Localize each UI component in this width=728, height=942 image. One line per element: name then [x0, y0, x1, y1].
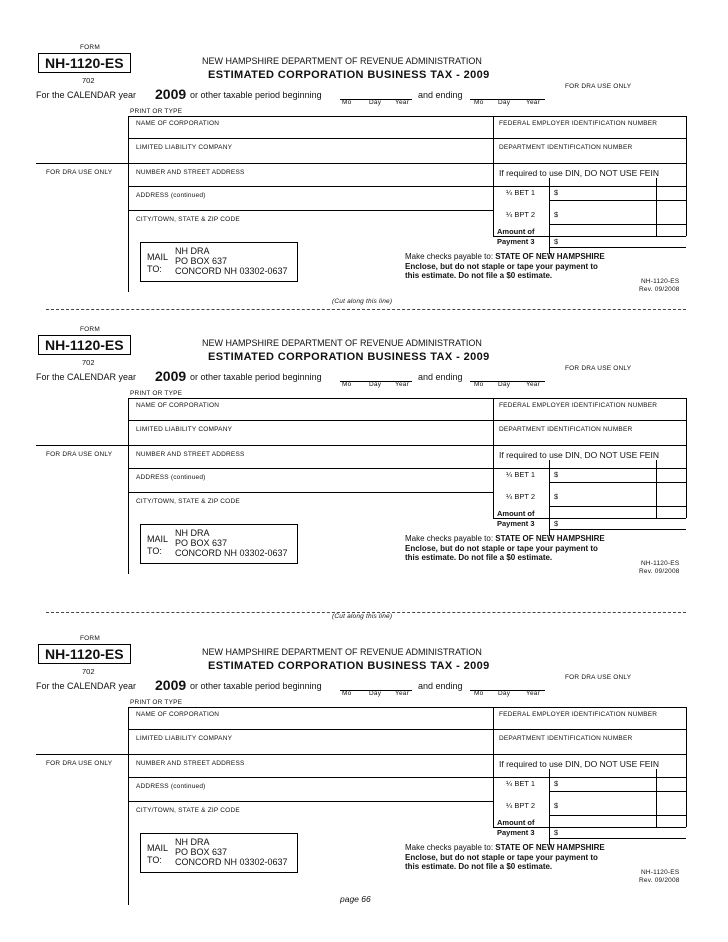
street-address-label: NUMBER AND STREET ADDRESS: [136, 451, 245, 458]
voucher-2: [0, 324, 728, 584]
city-state-zip-label: CITY/TOWN, STATE & ZIP CODE: [136, 807, 240, 814]
form-title: ESTIMATED CORPORATION BUSINESS TAX - 2009: [208, 660, 490, 672]
payment-instructions: [405, 843, 605, 872]
mail-label: MAIL: [147, 843, 169, 853]
address-continued-label: ADDRESS (continued): [136, 192, 206, 199]
dra-use-label-top: FOR DRA USE ONLY: [565, 365, 632, 372]
fein-label: FEDERAL EMPLOYER IDENTIFICATION NUMBER: [499, 402, 658, 409]
to-label: TO:: [147, 855, 162, 865]
amount-of-label: Amount of: [497, 227, 535, 236]
din-label: DEPARTMENT IDENTIFICATION NUMBER: [499, 735, 633, 742]
payee-name: STATE OF NEW HAMPSHIRE: [495, 534, 605, 543]
checks-payable-label: Make checks payable to:: [405, 252, 494, 261]
agency-name: NEW HAMPSHIRE DEPARTMENT OF REVENUE ADMINISTRATION: [202, 338, 482, 348]
form-code: 702: [82, 358, 95, 367]
form-code: 702: [82, 667, 95, 676]
din-note: If required to use DIN, DO NOT USE FEIN: [499, 450, 659, 460]
agency-name: NEW HAMPSHIRE DEPARTMENT OF REVENUE ADMINISTRATION: [202, 647, 482, 657]
end-year: Year: [526, 99, 540, 106]
mail-line-3: CONCORD NH 03302-0637: [175, 548, 288, 558]
no-zero-note: this estimate. Do not file a $0 estimate.: [405, 271, 553, 280]
enclose-note: Enclose, but do not staple or tape your payment to: [405, 852, 598, 862]
and-ending-label: and ending: [418, 372, 463, 382]
mail-line-1: NH DRA: [175, 837, 210, 847]
voucher: [0, 324, 728, 614]
end-year: Year: [526, 381, 540, 388]
rev-form-number: NH-1120-ES: [641, 560, 680, 567]
and-ending-label: and ending: [418, 681, 463, 691]
mail-line-1: NH DRA: [175, 246, 210, 256]
calendar-year-label: For the CALENDAR year: [36, 372, 137, 382]
llc-label: LIMITED LIABILITY COMPANY: [136, 735, 233, 742]
bpt-label: ¼ BPT 2: [506, 492, 536, 501]
payment-instructions: [405, 534, 605, 563]
form-label: FORM: [80, 326, 100, 333]
bet-label: ¼ BET 1: [506, 779, 536, 788]
bpt-label: ¼ BPT 2: [506, 210, 536, 219]
dra-use-label-top: FOR DRA USE ONLY: [565, 83, 632, 90]
begin-year: Year: [395, 99, 409, 106]
voucher-3: [0, 633, 728, 893]
period-label: or other taxable period beginning: [190, 90, 322, 100]
form-title: ESTIMATED CORPORATION BUSINESS TAX - 2009: [208, 351, 490, 363]
tax-year: 2009: [155, 86, 187, 102]
cut-line-label-2: (Cut along this line): [332, 613, 393, 620]
cut-line-label-1: (Cut along this line): [332, 298, 393, 305]
din-label: DEPARTMENT IDENTIFICATION NUMBER: [499, 426, 633, 433]
address-continued-label: ADDRESS (continued): [136, 783, 206, 790]
llc-label: LIMITED LIABILITY COMPANY: [136, 144, 233, 151]
bet-dollar: $: [554, 779, 559, 788]
begin-year: Year: [395, 381, 409, 388]
cut-line-1: [46, 309, 686, 310]
begin-day: Day: [369, 99, 382, 106]
rev-date: Rev. 09/2008: [639, 286, 680, 293]
form-title: ESTIMATED CORPORATION BUSINESS TAX - 2009: [208, 69, 490, 81]
begin-mo: Mo: [342, 99, 352, 106]
bpt-dollar: $: [554, 492, 559, 501]
mail-line-3: CONCORD NH 03302-0637: [175, 266, 288, 276]
end-mo: Mo: [474, 381, 484, 388]
amount-of-label: Amount of: [497, 818, 535, 827]
fein-label: FEDERAL EMPLOYER IDENTIFICATION NUMBER: [499, 711, 658, 718]
mail-line-3: CONCORD NH 03302-0637: [175, 857, 288, 867]
name-of-corporation-label: NAME OF CORPORATION: [136, 711, 220, 718]
form-number: NH-1120-ES: [45, 55, 124, 71]
enclose-note: Enclose, but do not staple or tape your payment to: [405, 261, 598, 271]
print-or-type: PRINT OR TYPE: [130, 108, 183, 115]
payment-dollar: $: [554, 237, 559, 246]
mail-label: MAIL: [147, 534, 169, 544]
checks-payable-label: Make checks payable to:: [405, 534, 494, 543]
bet-label: ¼ BET 1: [506, 188, 536, 197]
calendar-year-label: For the CALENDAR year: [36, 681, 137, 691]
begin-mo: Mo: [342, 690, 352, 697]
rev-date: Rev. 09/2008: [639, 568, 680, 575]
form-number: NH-1120-ES: [45, 337, 124, 353]
bpt-dollar: $: [554, 801, 559, 810]
street-address-label: NUMBER AND STREET ADDRESS: [136, 760, 245, 767]
mail-line-2: PO BOX 637: [175, 538, 228, 548]
end-day: Day: [498, 690, 511, 697]
end-year: Year: [526, 690, 540, 697]
no-zero-note: this estimate. Do not file a $0 estimate.: [405, 862, 553, 871]
city-state-zip-label: CITY/TOWN, STATE & ZIP CODE: [136, 216, 240, 223]
end-day: Day: [498, 99, 511, 106]
period-label: or other taxable period beginning: [190, 681, 322, 691]
and-ending-label: and ending: [418, 90, 463, 100]
tax-year: 2009: [155, 368, 187, 384]
no-zero-note: this estimate. Do not file a $0 estimate.: [405, 553, 553, 562]
city-state-zip-label: CITY/TOWN, STATE & ZIP CODE: [136, 498, 240, 505]
payment-label: Payment 3: [497, 828, 535, 837]
mail-to-box: [140, 242, 298, 282]
page-number: page 66: [340, 894, 371, 904]
payee-name: STATE OF NEW HAMPSHIRE: [495, 252, 605, 261]
dra-use-label-top: FOR DRA USE ONLY: [565, 674, 632, 681]
voucher: [0, 633, 728, 923]
mail-line-1: NH DRA: [175, 528, 210, 538]
begin-mo: Mo: [342, 381, 352, 388]
payment-label: Payment 3: [497, 237, 535, 246]
payment-dollar: $: [554, 519, 559, 528]
din-label: DEPARTMENT IDENTIFICATION NUMBER: [499, 144, 633, 151]
mail-to-box: [140, 524, 298, 564]
mail-line-2: PO BOX 637: [175, 256, 228, 266]
payee-name: STATE OF NEW HAMPSHIRE: [495, 843, 605, 852]
din-note: If required to use DIN, DO NOT USE FEIN: [499, 759, 659, 769]
bpt-dollar: $: [554, 210, 559, 219]
fein-label: FEDERAL EMPLOYER IDENTIFICATION NUMBER: [499, 120, 658, 127]
checks-payable-label: Make checks payable to:: [405, 843, 494, 852]
bet-dollar: $: [554, 470, 559, 479]
end-day: Day: [498, 381, 511, 388]
payment-instructions: [405, 252, 605, 281]
form-label: FORM: [80, 635, 100, 642]
agency-name: NEW HAMPSHIRE DEPARTMENT OF REVENUE ADMINISTRATION: [202, 56, 482, 66]
to-label: TO:: [147, 264, 162, 274]
begin-day: Day: [369, 690, 382, 697]
rev-form-number: NH-1120-ES: [641, 869, 680, 876]
form-number-box: [38, 644, 131, 664]
end-mo: Mo: [474, 99, 484, 106]
mail-label: MAIL: [147, 252, 169, 262]
payment-label: Payment 3: [497, 519, 535, 528]
form-code: 702: [82, 76, 95, 85]
payment-dollar: $: [554, 828, 559, 837]
form-number-box: [38, 53, 131, 73]
period-label: or other taxable period beginning: [190, 372, 322, 382]
bet-dollar: $: [554, 188, 559, 197]
address-continued-label: ADDRESS (continued): [136, 474, 206, 481]
begin-year: Year: [395, 690, 409, 697]
bet-label: ¼ BET 1: [506, 470, 536, 479]
name-of-corporation-label: NAME OF CORPORATION: [136, 120, 220, 127]
form-number: NH-1120-ES: [45, 646, 124, 662]
print-or-type: PRINT OR TYPE: [130, 699, 183, 706]
dra-use-label-left: FOR DRA USE ONLY: [46, 169, 113, 176]
to-label: TO:: [147, 546, 162, 556]
din-note: If required to use DIN, DO NOT USE FEIN: [499, 168, 659, 178]
end-mo: Mo: [474, 690, 484, 697]
bpt-label: ¼ BPT 2: [506, 801, 536, 810]
rev-date: Rev. 09/2008: [639, 877, 680, 884]
voucher: [0, 42, 728, 332]
mail-line-2: PO BOX 637: [175, 847, 228, 857]
name-of-corporation-label: NAME OF CORPORATION: [136, 402, 220, 409]
tax-year: 2009: [155, 677, 187, 693]
mail-to-box: [140, 833, 298, 873]
voucher-1: [0, 42, 728, 302]
dra-use-label-left: FOR DRA USE ONLY: [46, 451, 113, 458]
print-or-type: PRINT OR TYPE: [130, 390, 183, 397]
llc-label: LIMITED LIABILITY COMPANY: [136, 426, 233, 433]
street-address-label: NUMBER AND STREET ADDRESS: [136, 169, 245, 176]
enclose-note: Enclose, but do not staple or tape your payment to: [405, 543, 598, 553]
form-label: FORM: [80, 44, 100, 51]
form-number-box: [38, 335, 131, 355]
amount-of-label: Amount of: [497, 509, 535, 518]
calendar-year-label: For the CALENDAR year: [36, 90, 137, 100]
begin-day: Day: [369, 381, 382, 388]
rev-form-number: NH-1120-ES: [641, 278, 680, 285]
dra-use-label-left: FOR DRA USE ONLY: [46, 760, 113, 767]
